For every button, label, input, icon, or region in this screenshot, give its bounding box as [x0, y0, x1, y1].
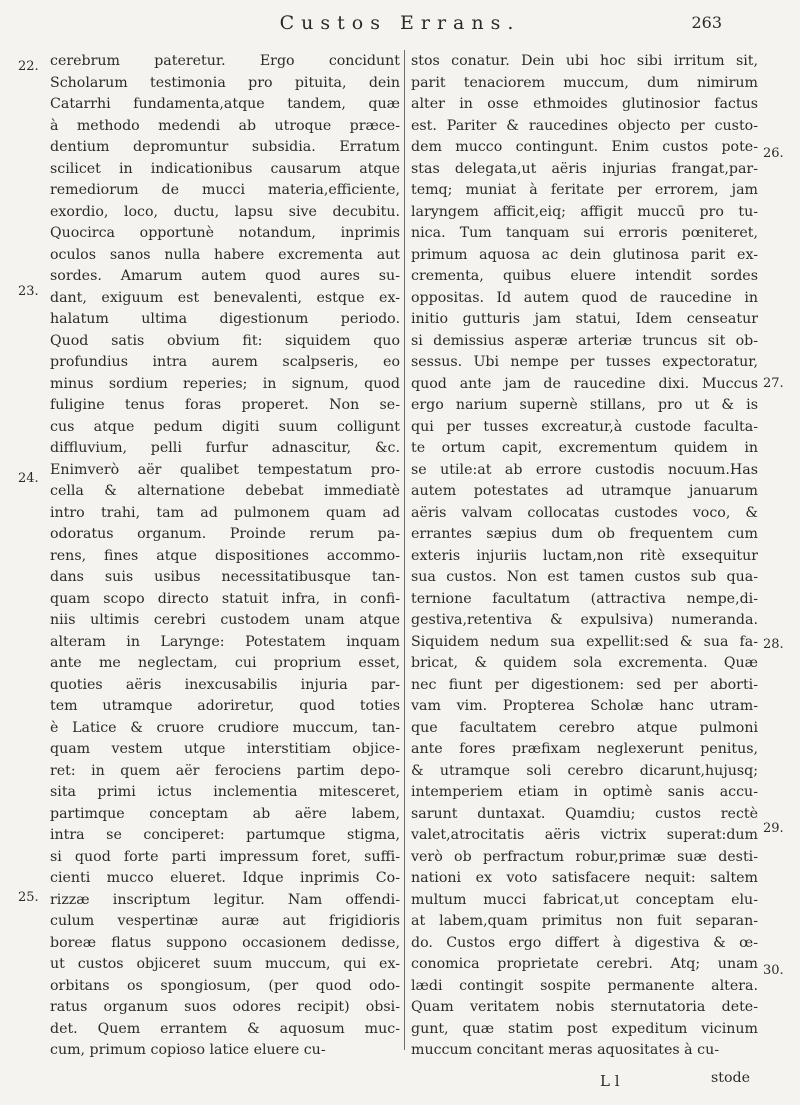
paragraph-number: 30. [763, 963, 784, 978]
text-line: vam vim. Propterea Scholæ hanc utram- [411, 698, 758, 714]
paragraph-number: 23. [18, 284, 39, 299]
text-line: ante fores præfixam neglexerunt penitus, [411, 741, 758, 757]
text-line: stos conatur. Dein ubi hoc sibi irritum sit, [411, 53, 758, 69]
text-line: intemperiem etiam in optimè sanis accu- [411, 784, 758, 800]
text-line: Scholarum testimonia pro pituita, dein [50, 74, 400, 91]
text-line: gestiva,retentiva & expulsiva) numeranda. [411, 612, 758, 628]
text-line: si demissius asperæ arteriæ truncus sit ob- [411, 332, 758, 349]
text-line: scilicet in indicationibus causarum atque [50, 160, 400, 177]
text-line: que facultatem cerebro atque pulmoni [411, 719, 758, 736]
text-line: lædi contingit sospite permanente altera. [411, 977, 758, 994]
text-line: alter in osse ethmoides glutinosior factus [411, 96, 758, 112]
text-line: cerebrum pateretur. Ergo concidunt [50, 53, 400, 69]
text-line: errantes sæpius dum ob frequentem cum [411, 526, 758, 542]
text-line: orbitans os spongiosum, (per quod odo- [50, 977, 400, 994]
text-line: quoties aëris inexcusabilis injuria par- [50, 676, 400, 693]
text-line: temq; muniat à feritate per errorem, jam [411, 182, 758, 198]
paragraph-number: 28. [763, 637, 784, 652]
text-line: quam vestem utque interstitiam objice- [50, 741, 400, 757]
text-line: & utramque soli cerebro dicarunt,hujusq; [411, 762, 758, 779]
left-text-column [50, 50, 400, 1090]
text-line: bricat, & quidem sola excrementa. Quæ [411, 655, 758, 671]
text-line: multum mucci fabricat,ut conceptam elu- [411, 891, 758, 908]
text-line: muccum concitant meras aquositates à cu- [411, 1042, 720, 1058]
text-line: boreæ flatus suppono occasionem dedisse, [50, 934, 400, 951]
text-line: nica. Tum tanquam sui erroris pœniteret, [411, 225, 758, 241]
text-line: dans suis usibus necessitatibusque tan- [50, 569, 400, 585]
text-line: à methodo medendi ab utroque præce- [50, 117, 400, 134]
text-line: at labem,quam primitus non fuit separan- [411, 913, 758, 929]
right-text-column [411, 50, 758, 1090]
text-line: quod ante jam de raucedine dixi. Muccus [411, 375, 758, 392]
text-line: se utile:at ab errore custodis nocuum.Has [411, 461, 758, 478]
text-line: exteris injuriis luctam,non ritè exsequitur [411, 547, 758, 564]
paragraph-number: 22. [18, 59, 39, 74]
text-line: est. Pariter & raucedines objecto per custo- [411, 117, 758, 134]
text-line: sessus. Ubi nempe per tusses expectoratur, [411, 354, 758, 370]
text-line: primum aquosa ac dein glutinosa parit ex- [411, 246, 758, 263]
text-line: Quam veritatem nobis sternutatoria dete- [411, 999, 758, 1015]
text-line: rens, fines atque dispositiones accommo- [50, 547, 400, 564]
paragraph-number: 29. [763, 821, 784, 836]
text-line: sita primi ictus inclementia mitesceret, [50, 784, 400, 800]
text-line: dant, exiguum est benevalenti, estque ex- [50, 289, 400, 306]
text-line: cella & alternatione debebat immediatè [50, 483, 400, 499]
text-line: profundius intra aurem scalpseris, eo [50, 354, 400, 370]
text-line: ratus organum suos odores recipit) obsi- [50, 999, 400, 1015]
column-divider [404, 50, 405, 1050]
text-line: exordio, loco, ductu, lapsu sive decubitu. [50, 203, 400, 220]
text-line: culum vespertinæ auræ aut frigidioris [50, 913, 400, 929]
text-line: intra se conciperet: partumque stigma, [50, 827, 400, 843]
text-line: laryngem afficit,eiq; affigit muccū pro tu- [411, 203, 758, 220]
text-line: cus atque pedum digiti suum colligunt [50, 418, 400, 435]
text-line: cum, primum copioso latice eluere cu- [50, 1042, 326, 1058]
text-line: crementa, quibus eluere intendit sordes [411, 268, 758, 284]
text-line: initio gutturis jam statui, Idem censeatur [411, 311, 758, 327]
text-line: remediorum de mucci materia,efficiente, [50, 182, 400, 198]
text-line: sordes. Amarum autem quod aures su- [50, 268, 400, 284]
text-line: verò ob perfractum robur,primæ suæ desti- [411, 848, 758, 865]
page-header [0, 0, 800, 44]
text-line: gunt, quæ statim post expeditum vicinum [411, 1020, 758, 1037]
text-line: intro trahi, tam ad pulmonem quam ad [50, 504, 400, 521]
text-line: Enimverò aër qualibet tempestatum pro- [50, 461, 400, 478]
text-line: det. Quem errantem & aquosum muc- [50, 1020, 400, 1037]
text-line: Quocirca opportunè notandum, inprimis [50, 225, 400, 241]
text-line: stas delegata,ut aëris injurias frangat,par- [411, 160, 758, 177]
text-line: fuligine tenus foras properet. Non se- [50, 397, 400, 413]
text-line: odoratus organum. Proinde rerum pa- [50, 526, 400, 542]
text-line: sua custos. Non est tamen custos sub qua- [411, 569, 758, 585]
text-line: ut custos objiceret suum muccum, qui ex- [50, 956, 400, 972]
text-line: aëris valvam collocatas custodes voco, & [411, 504, 758, 521]
text-line: Quod satis obvium fit: siquidem quo [50, 332, 400, 349]
text-line: cienti mucco elueret. Idque inprimis Co- [50, 870, 400, 886]
page-number: 263 [691, 13, 722, 32]
text-line: conomica proprietate cerebri. Atq; unam [411, 956, 758, 972]
catchword: stode [710, 1070, 750, 1086]
running-title: Custos Errans. [279, 12, 521, 34]
text-line: oppositas. Id autem quod de raucedine in [411, 289, 758, 306]
paragraph-number: 27. [763, 376, 784, 391]
text-line: Catarrhi fundamenta,atque tandem, quæ [50, 96, 400, 112]
paragraph-number: 25. [18, 890, 39, 905]
text-line: diffluvium, pelli furfur adnascitur, &c. [50, 440, 400, 456]
text-line: ternione facultatum (attractiva nempe,di- [411, 590, 758, 607]
text-line: alteram in Larynge: Potestatem inquam [50, 633, 400, 650]
text-line: minus sordium reperies; in signum, quod [50, 375, 400, 392]
paragraph-number: 24. [18, 471, 39, 486]
text-line: nationi ex voto satisfacere nequit: saltem [411, 870, 758, 886]
text-line: dem mucco contingunt. Enim custos pote- [411, 139, 758, 155]
text-line: nec fiunt per digestionem: sed per aborti- [411, 676, 758, 693]
text-line: te ortum capit, excrementum quidem in [411, 440, 758, 456]
signature-mark: L l [600, 1072, 620, 1090]
text-line: Siquidem nedum sua expellit:sed & sua fa- [411, 633, 758, 650]
text-line: quam scopo directo statuit infra, in confi- [50, 590, 400, 607]
text-line: partimque conceptam ab aëre labem, [50, 805, 400, 822]
text-line: ret: in quem aër ferociens partim depo- [50, 762, 400, 779]
text-line: oculos sanos nulla habere excrementa aut [50, 246, 400, 263]
text-line: sarunt duntaxat. Quamdiu; custos rectè [411, 805, 758, 822]
text-line: halatum ultima digestionum periodo. [50, 311, 400, 327]
text-line: niis ultimis cerebri custodem unam atque [50, 612, 400, 628]
paragraph-number: 26. [763, 146, 784, 161]
text-line: valet,atrocitatis aëris victrix superat:dum [411, 827, 758, 843]
text-line: dentium depromuntur subsidia. Erratum [50, 139, 400, 155]
text-line: è Latice & cruore crudiore muccum, tan- [50, 719, 400, 736]
text-line: si quod forte parti impressum foret, suffi- [50, 848, 400, 865]
text-line: ante me neglectam, cui proprium esset, [50, 655, 400, 671]
text-line: rizzæ inscriptum legitur. Nam offendi- [50, 891, 400, 908]
text-line: parit tenaciorem muccum, dum nimirum [411, 74, 758, 91]
text-line: qui per tusses excreatur,à custode faculta- [411, 418, 758, 435]
text-line: ergo narium supernè stillans, pro ut & is [411, 397, 758, 413]
text-line: do. Custos ergo differt à digestiva & œ- [411, 934, 758, 951]
text-line: autem potestates ad utramque januarum [411, 483, 758, 499]
text-line: tem utramque adoriretur, quod toties [50, 698, 400, 714]
